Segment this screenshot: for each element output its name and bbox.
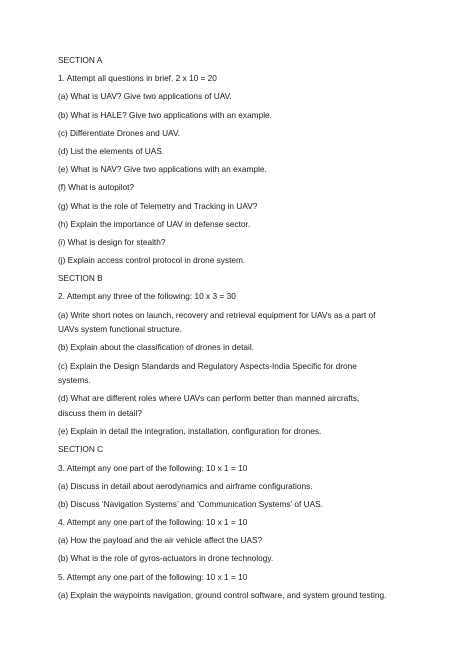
exam-paper-body: [58, 54, 398, 601]
section-b-heading: SECTION B: [58, 273, 103, 284]
question-2d-line2: discuss them in detail?: [58, 407, 142, 418]
question-1h: (h) Explain the importance of UAV in defense sector.: [58, 218, 251, 229]
question-1j: (j) Explain access control protocol in drone system.: [58, 255, 246, 266]
question-3a: (a) Discuss in detail about aerodynamics and airframe configurations.: [58, 480, 313, 491]
question-1d: (d) List the elements of UAS.: [58, 145, 165, 156]
question-1c: (c) Differentiate Drones and UAV.: [58, 127, 181, 138]
question-2d-line1: (d) What are different roles where UAVs can perform better than manned aircrafts,: [58, 393, 360, 404]
question-2c-line2: systems.: [58, 375, 91, 386]
question-1a: (a) What is UAV? Give two applications of UAV.: [58, 91, 232, 102]
question-2a-line1: (a) Write short notes on launch, recovery and retrieval equipment for UAVs as a part of: [58, 309, 376, 320]
question-2b: (b) Explain about the classification of drones in detail.: [58, 342, 255, 353]
question-3-instruction: 3. Attempt any one part of the following: 10 x 1 = 10: [58, 462, 248, 473]
question-1e: (e) What is NAV? Give two applications with an example.: [58, 164, 267, 175]
question-1b: (b) What is HALE? Give two applications with an example.: [58, 109, 272, 120]
question-5-instruction: 5. Attempt any one part of the following: 10 x 1 = 10: [58, 571, 248, 582]
question-2c-line1: (c) Explain the Design Standards and Regulatory Aspects-India Specific for drone: [58, 360, 357, 371]
section-a-heading: SECTION A: [58, 55, 103, 65]
section-b-instruction: 2. Attempt any three of the following: 10 x 3 = 30: [58, 291, 236, 302]
question-3b: (b) Discuss ‘Navigation Systems’ and ‘Communication Systems’ of UAS.: [58, 498, 323, 509]
question-4a: (a) How the payload and the air vehicle affect the UAS?: [58, 535, 263, 546]
section-c-heading: SECTION C: [58, 444, 104, 455]
question-4-instruction: 4. Attempt any one part of the following: 10 x 1 = 10: [58, 517, 248, 528]
question-1i: (i) What is design for stealth?: [58, 236, 166, 247]
question-2a-line2: UAVs system functional structure.: [58, 324, 182, 335]
question-5a: (a) Explain the waypoints navigation, ground control software, and system ground testing.: [58, 589, 387, 600]
section-a-instruction: 1. Attempt all questions in brief. 2 x 10 = 20: [58, 73, 217, 84]
question-4b: (b) What is the role of gyros-actuators in drone technology.: [58, 553, 274, 564]
question-1f: (f) What is autopilot?: [58, 182, 135, 193]
question-1g: (g) What is the role of Telemetry and Tracking in UAV?: [58, 200, 258, 211]
question-2e: (e) Explain in detail the integration, installation, configuration for drones.: [58, 426, 322, 437]
